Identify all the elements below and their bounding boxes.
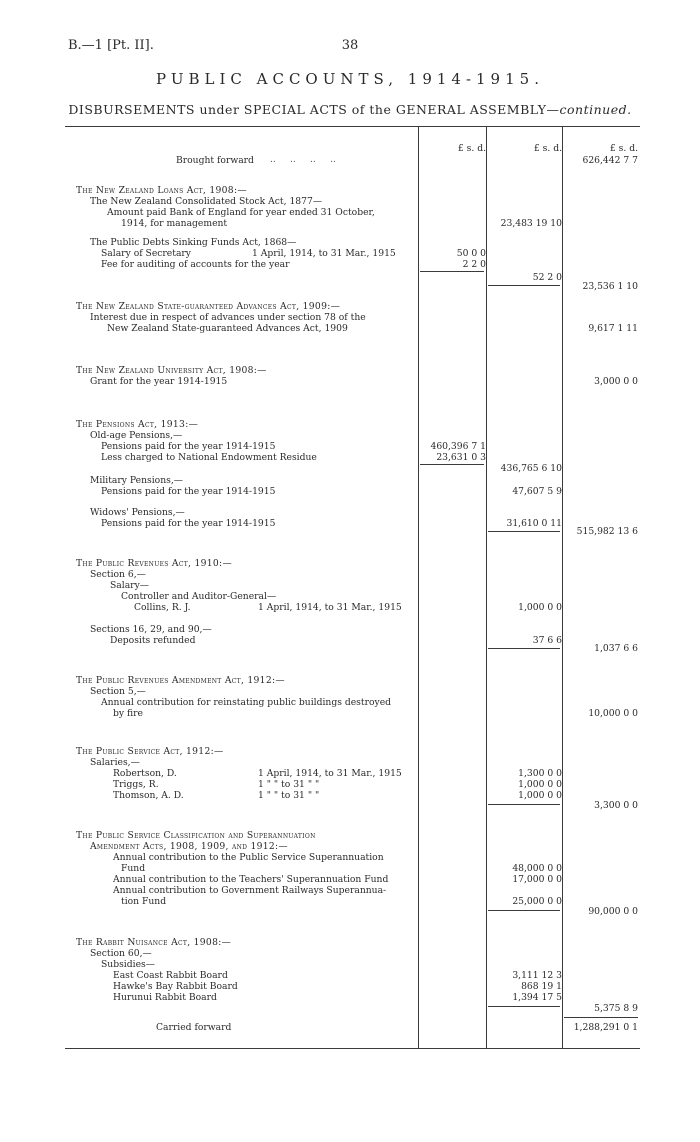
line-text: Collins, R. J. — [134, 602, 191, 613]
section-heading: The Public Revenues Amendment Act, 1912:— — [76, 675, 285, 686]
section-total: 5,375 8 9 — [594, 1003, 638, 1014]
section-heading: The Pensions Act, 1913:— — [76, 419, 199, 430]
line-text: Thomson, A. D. — [113, 790, 184, 801]
section-total: 9,617 1 11 — [588, 323, 638, 334]
total-rule — [564, 1017, 638, 1018]
section-heading: The Rabbit Nuisance Act, 1908:— — [76, 937, 232, 948]
subtotal-rule — [488, 531, 560, 532]
line-text: Annual contribution for reinstating public buildings destroyed — [101, 697, 392, 708]
col3-header: £ s. d. — [609, 143, 638, 154]
amount-value: 3,111 12 3 — [512, 970, 562, 981]
page-number: 38 — [341, 38, 359, 53]
section-total: 90,000 0 0 — [588, 906, 638, 917]
amount-value: 1,300 0 0 — [518, 768, 562, 779]
section-total: 3,300 0 0 — [594, 800, 638, 811]
amount-value: 23,631 0 3 — [436, 452, 486, 463]
table-top-rule — [65, 126, 640, 127]
amount-value: 17,000 0 0 — [512, 874, 562, 885]
subtotal-rule — [488, 804, 560, 805]
section-total: 10,000 0 0 — [588, 708, 638, 719]
subtotal-rule — [420, 464, 484, 465]
period-text: 1 April, 1914, to 31 Mar., 1915 — [258, 602, 402, 613]
subtotal-rule — [420, 271, 484, 272]
line-text: Pensions paid for the year 1914-1915 — [101, 441, 276, 452]
section-total: 3,000 0 0 — [594, 376, 638, 387]
amount-value: 1,394 17 5 — [512, 992, 562, 1003]
section-total: 1,037 6 6 — [594, 643, 638, 654]
col2-header: £ s. d. — [533, 143, 562, 154]
amount-value: 52 2 0 — [532, 272, 562, 283]
line-text: by fire — [113, 708, 143, 719]
line-text: Pensions paid for the year 1914-1915 — [101, 518, 276, 529]
line-text: Robertson, D. — [113, 768, 177, 779]
line-text: Salary of Secretary — [101, 248, 191, 259]
section-total: 23,536 1 10 — [582, 281, 638, 292]
amount-value: 436,765 6 10 — [500, 463, 562, 474]
line-text: Section 6,— — [90, 569, 146, 580]
line-text: Section 60,— — [90, 948, 152, 959]
period-text: 1 April, 1914, to 31 Mar., 1915 — [252, 248, 396, 259]
subtotal-rule — [488, 910, 560, 911]
section-total: 515,982 13 6 — [576, 526, 638, 537]
subtitle-main: DISBURSEMENTS under SPECIAL ACTS of the GENERAL ASSEMBLY— — [68, 102, 560, 117]
amount-value: 868 19 1 — [521, 981, 562, 992]
line-text: Annual contribution to Government Railways Superannua- — [113, 885, 387, 896]
section-heading: The New Zealand Loans Act, 1908:— — [76, 185, 247, 196]
line-text: Grant for the year 1914-1915 — [90, 376, 228, 387]
carried-forward-label: Carried forward — [156, 1022, 232, 1033]
line-text: Hawke's Bay Rabbit Board — [113, 981, 238, 992]
amount-value: 1,000 0 0 — [518, 602, 562, 613]
amount-value: 460,396 7 1 — [430, 441, 486, 452]
line-text: Widows' Pensions,— — [90, 507, 185, 518]
period-text: 1 " " to 31 " " — [258, 790, 320, 801]
section-heading: The Public Revenues Act, 1910:— — [76, 558, 232, 569]
line-text: Salary— — [110, 580, 149, 591]
report-reference: B.—1 [Pt. II]. — [68, 38, 154, 53]
line-text: Less charged to National Endowment Residue — [101, 452, 317, 463]
section-heading: The Public Service Act, 1912:— — [76, 746, 224, 757]
period-text: 1 April, 1914, to 31 Mar., 1915 — [258, 768, 402, 779]
leader-dots: .. .. .. .. — [270, 155, 336, 165]
line-text: East Coast Rabbit Board — [113, 970, 228, 981]
line-text: Subsidies— — [101, 959, 155, 970]
carried-forward-total: 1,288,291 0 1 — [573, 1022, 638, 1033]
page-subtitle — [0, 102, 700, 117]
line-text: Pensions paid for the year 1914-1915 — [101, 486, 276, 497]
line-text: tion Fund — [121, 896, 167, 907]
line-text: Interest due in respect of advances under section 78 of the — [90, 312, 366, 323]
amount-value: 23,483 19 10 — [500, 218, 562, 229]
amount-value: 31,610 0 11 — [506, 518, 562, 529]
amount-value: 1,000 0 0 — [518, 779, 562, 790]
line-text: Salaries,— — [90, 757, 140, 768]
section-heading: The Public Service Classification and Superannuation — [76, 830, 316, 841]
line-text: The Public Debts Sinking Funds Act, 1868— — [90, 237, 297, 248]
col1-header: £ s. d. — [457, 143, 486, 154]
line-text: Amount paid Bank of England for year ended 31 October, — [107, 207, 375, 218]
line-text: Controller and Auditor-General— — [121, 591, 277, 602]
line-text: Annual contribution to the Teachers' Superannuation Fund — [113, 874, 389, 885]
subtotal-rule — [488, 1006, 560, 1007]
line-text: Section 5,— — [90, 686, 146, 697]
section-heading: Amendment Acts, 1908, 1909, and 1912:— — [90, 841, 288, 852]
amount-value: 25,000 0 0 — [512, 896, 562, 907]
section-heading: The New Zealand University Act, 1908:— — [76, 365, 267, 376]
amount-value: 48,000 0 0 — [512, 863, 562, 874]
line-text: Triggs, R. — [113, 779, 159, 790]
section-heading: The New Zealand State-guaranteed Advances Act, 1909:— — [76, 301, 341, 312]
column-divider-2 — [486, 127, 487, 1048]
page-title: PUBLIC ACCOUNTS, 1914-1915. — [156, 70, 544, 88]
line-text: Fee for auditing of accounts for the year — [101, 259, 290, 270]
amount-value: 50 0 0 — [456, 248, 486, 259]
amount-value: 47,607 5 9 — [512, 486, 562, 497]
line-text: Deposits refunded — [110, 635, 196, 646]
amount-value: 2 2 0 — [462, 259, 486, 270]
amount-value: 37 6 6 — [532, 635, 562, 646]
line-text: The New Zealand Consolidated Stock Act, 1877— — [90, 196, 323, 207]
subtotal-rule — [488, 285, 560, 286]
line-text: Military Pensions,— — [90, 475, 183, 486]
line-text: Old-age Pensions,— — [90, 430, 183, 441]
table-bottom-rule — [65, 1048, 640, 1049]
line-text: Annual contribution to the Public Service Superannuation — [113, 852, 384, 863]
line-text: Sections 16, 29, and 90,— — [90, 624, 212, 635]
line-text: 1914, for management — [121, 218, 228, 229]
brought-forward-total: 626,442 7 7 — [582, 155, 638, 166]
line-text: Fund — [121, 863, 146, 874]
line-text: New Zealand State-guaranteed Advances Act, 1909 — [107, 323, 348, 334]
brought-forward-label: Brought forward — [176, 155, 254, 166]
subtotal-rule — [488, 648, 560, 649]
amount-value: 1,000 0 0 — [518, 790, 562, 801]
period-text: 1 " " to 31 " " — [258, 779, 320, 790]
line-text: Hurunui Rabbit Board — [113, 992, 217, 1003]
subtitle-continued: continued. — [559, 102, 632, 117]
